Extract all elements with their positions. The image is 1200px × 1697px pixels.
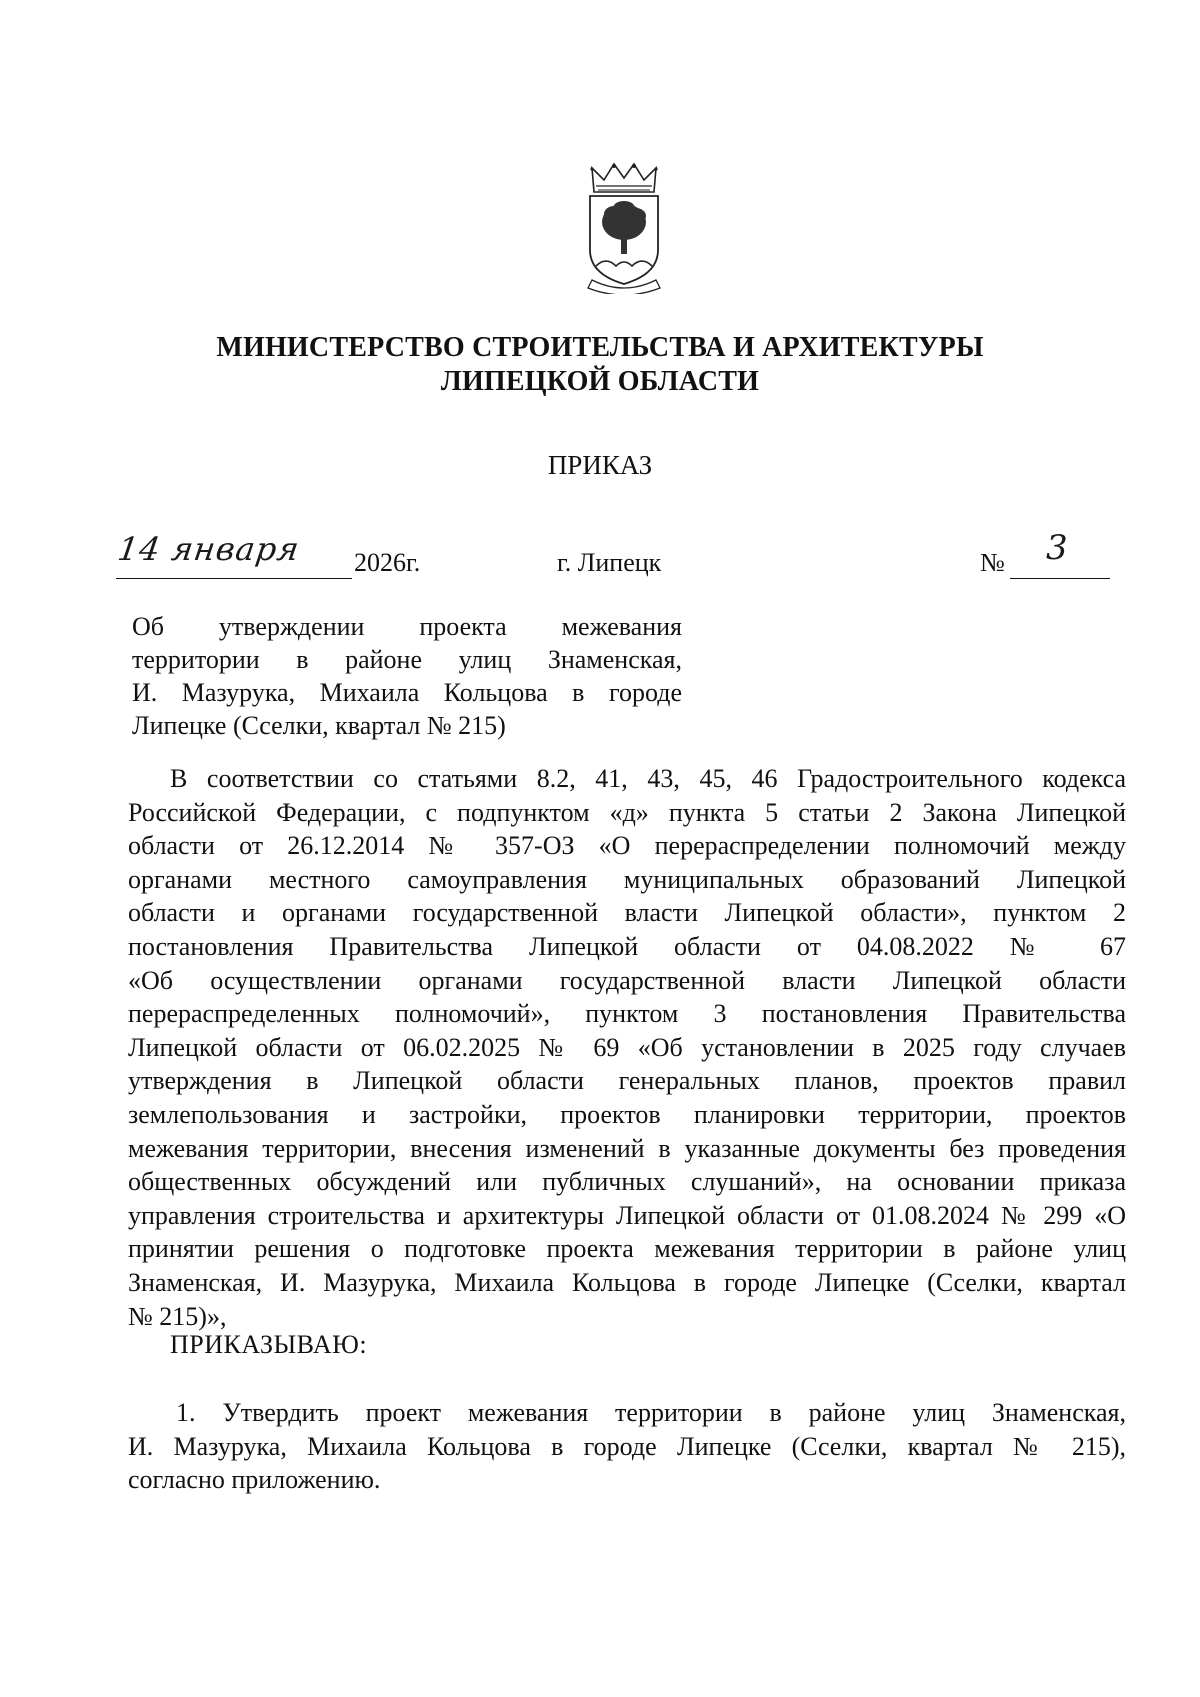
document-city: г. Липецк [557,548,662,577]
item-line: 1. Утвердить проект межевания территории в районе улиц Знаменская, [176,1398,1126,1427]
item-line: И. Мазурука, Михаила Кольцова в городе Липецке (Сселки, квартал № 215), [128,1431,1126,1461]
body-line: утверждения в Липецкой области генеральных планов, проектов правил [128,1066,1126,1096]
body-line: «Об осуществлении органами государственной власти Липецкой области [128,965,1126,995]
body-line: Знаменская, И. Мазурука, Михаила Кольцова в городе Липецке (Сселки, квартал [128,1267,1126,1297]
body-line: управления строительства и архитектуры Липецкой области от 01.08.2024 № 299 «О [128,1200,1126,1230]
preamble-paragraph [128,762,1126,1333]
subject-line: территории в районе улиц Знаменская, [132,645,682,674]
body-line: Липецкой области от 06.02.2025 № 69 «Об установлении в 2025 году случаев [128,1032,1126,1062]
body-line: межевания территории, внесения изменений в указанные документы без проведения [128,1133,1126,1163]
body-line: В соответствии со статьями 8.2, 41, 43, 45, 46 Градостроительного кодекса [170,764,1126,793]
document-subject [132,610,682,742]
body-line: Российской Федерации, с подпунктом «д» пункта 5 статьи 2 Закона Липецкой [128,797,1126,827]
subject-line: Об утверждении проекта межевания [132,612,682,641]
number-sign: № [980,548,1005,577]
body-line: области от 26.12.2014 № 357-ОЗ «О перераспределении полномочий между [128,831,1126,861]
order-item-1 [128,1396,1126,1497]
handwritten-date: 14 января [115,530,303,568]
item-line: согласно приложению. [128,1465,381,1495]
body-line: № 215)», [128,1301,227,1331]
order-word: ПРИКАЗЫВАЮ: [170,1330,368,1359]
coat-of-arms-emblem [584,162,664,294]
document-year: 2026г. [354,548,421,577]
body-line: органами местного самоуправления муниципальных образований Липецкой [128,864,1126,894]
document-type: ПРИКАЗ [547,450,653,480]
body-line: принятии решения о подготовке проекта межевания территории в районе улиц [128,1234,1126,1264]
ministry-name-line1: МИНИСТЕРСТВО СТРОИТЕЛЬСТВА И АРХИТЕКТУРЫ [216,332,984,363]
body-line: области и органами государственной власти Липецкой области», пунктом 2 [128,898,1126,928]
subject-line: И. Мазурука, Михаила Кольцова в городе [132,678,682,707]
body-line: общественных обсуждений или публичных слушаний», на основании приказа [128,1167,1126,1197]
body-line: землепользования и застройки, проектов планировки территории, проектов [128,1099,1126,1129]
body-line: перераспределенных полномочий», пунктом 3 постановления Правительства [128,999,1126,1029]
handwritten-number: 3 [1046,528,1068,568]
subject-line: Липецке (Сселки, квартал № 215) [132,711,506,740]
body-line: постановления Правительства Липецкой области от 04.08.2022 № 67 [128,931,1126,961]
ministry-name-line2: ЛИПЕЦКОЙ ОБЛАСТИ [440,366,760,397]
